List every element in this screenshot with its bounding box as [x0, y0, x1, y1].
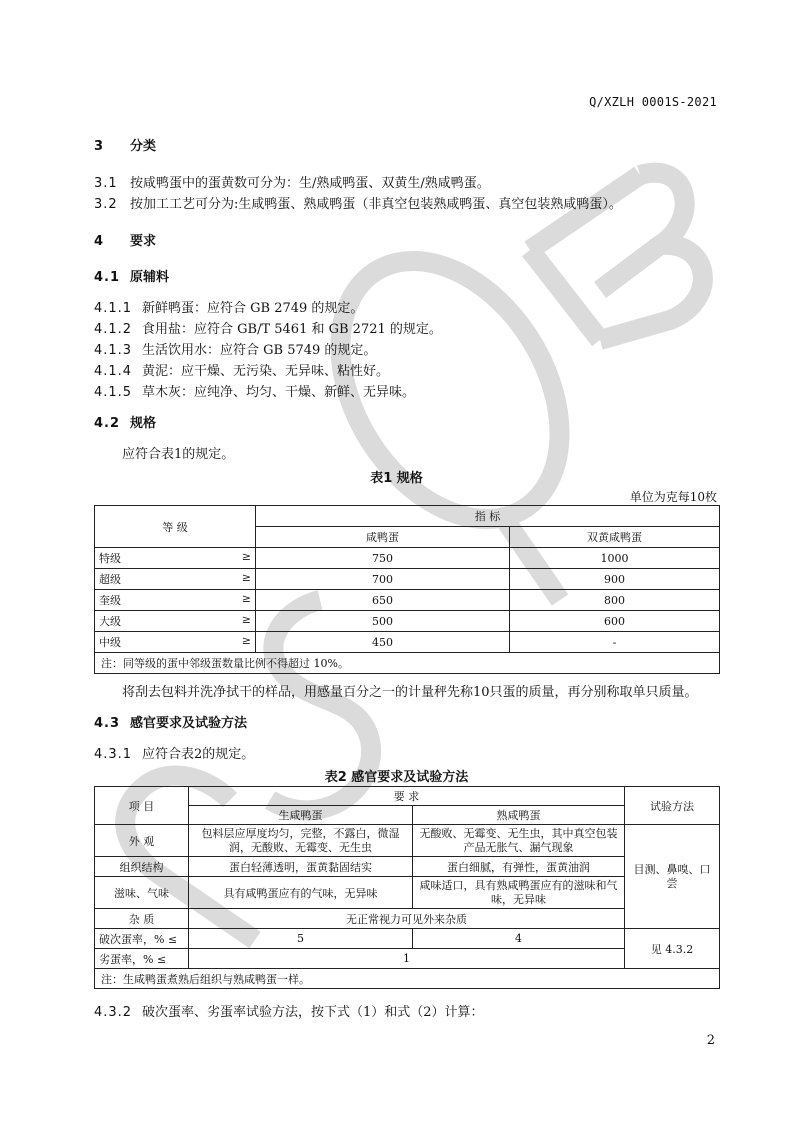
section-number: 4: [94, 234, 105, 249]
t1-head-double: 双黄咸鸭蛋: [510, 527, 720, 548]
t2-cooked-structure: 蛋白细腻，有弹性，蛋黄油润: [413, 857, 625, 877]
clause-text: 食用盐：应符合 GB/T 5461 和 GB 2721 的规定。: [142, 322, 442, 337]
clause-4-1-2: [94, 318, 442, 337]
clause-number: 4.3.2: [94, 1005, 133, 1020]
page-number: 2: [706, 1033, 715, 1048]
section-number: 4.3: [94, 716, 121, 731]
table1-unit: 单位为克每10枚: [629, 490, 717, 504]
clause-4-1-1: [94, 297, 363, 316]
section-number: 4.2: [94, 416, 121, 431]
section-title: 原辅料: [130, 270, 170, 285]
section-title: 要求: [130, 234, 157, 249]
t1-double-value: -: [510, 632, 720, 653]
section-4-1-heading: [94, 266, 169, 285]
section-title: 分类: [130, 139, 157, 154]
clause-4-3-1: [94, 743, 254, 762]
clause-number: 4.3.1: [94, 747, 133, 762]
section-4-2-heading: [94, 412, 156, 431]
t2-item-impurity: 杂 质: [95, 909, 189, 929]
table-row: [95, 632, 720, 653]
table-row: [95, 590, 720, 611]
t1-double-value: 600: [510, 611, 720, 632]
t2-item-inferior-rate: 劣蛋率，% ≤: [95, 949, 189, 969]
t1-head-grade: 等 级: [95, 506, 256, 548]
t2-raw-structure: 蛋白轻薄透明，蛋黄黏固结实: [189, 857, 413, 877]
t2-method-sensory: 目测、鼻嗅、口尝: [625, 825, 720, 929]
section-title: 规格: [130, 416, 157, 431]
t2-cooked-appearance: 无酸败、无霉变、无生虫，其中真空包装产品无胀气、漏气现象: [413, 825, 625, 857]
table-row: [95, 929, 720, 949]
clause-number: 4.1.4: [94, 364, 133, 379]
table-sensory: [94, 786, 720, 989]
clause-text: 新鲜鸭蛋：应符合 GB 2749 的规定。: [142, 301, 364, 316]
t1-head-salted: 咸鸭蛋: [256, 527, 510, 548]
t2-head-item: 项 目: [95, 787, 189, 825]
clause-number: 3.1: [94, 176, 118, 191]
t2-raw-broken-rate: 5: [189, 929, 413, 949]
t1-double-value: 1000: [510, 548, 720, 569]
t2-head-cooked: 熟咸鸭蛋: [413, 806, 625, 825]
t2-note: 注：生咸鸭蛋煮熟后组织与熟咸鸭蛋一样。: [95, 969, 720, 989]
table-row: [95, 569, 720, 590]
t2-all-inferior-rate: 1: [189, 949, 625, 969]
clause-number: 4.1.2: [94, 322, 133, 337]
clause-number: 4.1.1: [94, 301, 133, 316]
t1-salted-value: 650: [256, 590, 510, 611]
clause-text: 按咸鸭蛋中的蛋黄数可分为：生/熟咸鸭蛋、双黄生/熟咸鸭蛋。: [130, 176, 490, 191]
t2-all-impurity: 无正常视力可见外来杂质: [189, 909, 625, 929]
clause-number: 4.1.3: [94, 343, 133, 358]
paragraph-4-2: 应符合表1的规定。: [122, 447, 235, 462]
section-number: 4.1: [94, 270, 121, 285]
clause-4-3-2: [94, 1001, 484, 1020]
t2-raw-appearance: 包料层应厚度均匀，完整，不露白，微湿润，无酸败、无霉变、无生虫: [189, 825, 413, 857]
clause-3-2: [94, 193, 622, 212]
t2-cooked-flavor: 咸味适口，具有熟咸鸭蛋应有的滋味和气味，无异味: [413, 877, 625, 909]
t2-item-flavor: 滋味、气味: [95, 877, 189, 909]
section-number: 3: [94, 139, 105, 154]
clause-text: 应符合表2的规定。: [142, 747, 255, 762]
t2-item-structure: 组织结构: [95, 857, 189, 877]
t2-head-raw: 生咸鸭蛋: [189, 806, 413, 825]
document-code: Q/XZLH 0001S-2021: [589, 95, 717, 109]
t1-salted-value: 450: [256, 632, 510, 653]
t2-raw-flavor: 具有咸鸭蛋应有的气味，无异味: [189, 877, 413, 909]
clause-3-1: [94, 172, 490, 191]
table-specification: [94, 505, 720, 674]
clause-number: 3.2: [94, 197, 118, 212]
t2-head-method: 试验方法: [625, 787, 720, 825]
t1-double-value: 800: [510, 590, 720, 611]
t2-item-appearance: 外 观: [95, 825, 189, 857]
t1-salted-value: 700: [256, 569, 510, 590]
paragraph-weighing: 将刮去包料并洗净拭干的样品，用感量百分之一的计量秤先称10只蛋的质量，再分别称取单只质量。: [122, 685, 698, 700]
table-row: [95, 611, 720, 632]
t1-grade: 大级 ≥: [95, 611, 256, 632]
clause-text: 草木灰：应纯净、均匀、干燥、新鲜、无异味。: [142, 385, 416, 400]
t1-grade: 中级 ≥: [95, 632, 256, 653]
t1-salted-value: 750: [256, 548, 510, 569]
table-row: [95, 825, 720, 857]
t1-grade: 奎级 ≥: [95, 590, 256, 611]
clause-4-1-4: [94, 360, 389, 379]
section-3-heading: [94, 135, 156, 154]
clause-text: 破次蛋率、劣蛋率试验方法，按下式（1）和式（2）计算：: [142, 1005, 484, 1020]
clause-4-1-5: [94, 381, 415, 400]
t2-cooked-broken-rate: 4: [413, 929, 625, 949]
clause-text: 生活饮用水：应符合 GB 5749 的规定。: [142, 343, 377, 358]
t2-item-broken-rate: 破次蛋率，% ≤: [95, 929, 189, 949]
t1-double-value: 900: [510, 569, 720, 590]
clause-text: 黄泥：应干燥、无污染、无异味、粘性好。: [142, 364, 390, 379]
table-row: [95, 548, 720, 569]
table2-caption: 表2 感官要求及试验方法: [324, 770, 469, 785]
t1-head-index: 指 标: [256, 506, 720, 527]
section-4-3-heading: [94, 712, 247, 731]
t1-salted-value: 500: [256, 611, 510, 632]
t2-head-requirement: 要 求: [189, 787, 625, 806]
t1-grade: 超级 ≥: [95, 569, 256, 590]
section-title: 感官要求及试验方法: [130, 716, 248, 731]
t1-note: 注：同等级的蛋中邻级蛋数量比例不得超过 10%。: [95, 653, 720, 674]
t1-grade: 特级 ≥: [95, 548, 256, 569]
clause-number: 4.1.5: [94, 385, 133, 400]
section-4-heading: [94, 230, 156, 249]
table1-caption: 表1 规格: [370, 471, 423, 486]
clause-4-1-3: [94, 339, 376, 358]
clause-text: 按加工工艺可分为:生咸鸭蛋、熟咸鸭蛋（非真空包装熟咸鸭蛋、真空包装熟咸鸭蛋）。: [130, 197, 622, 212]
t2-method-ref: 见 4.3.2: [625, 929, 720, 969]
